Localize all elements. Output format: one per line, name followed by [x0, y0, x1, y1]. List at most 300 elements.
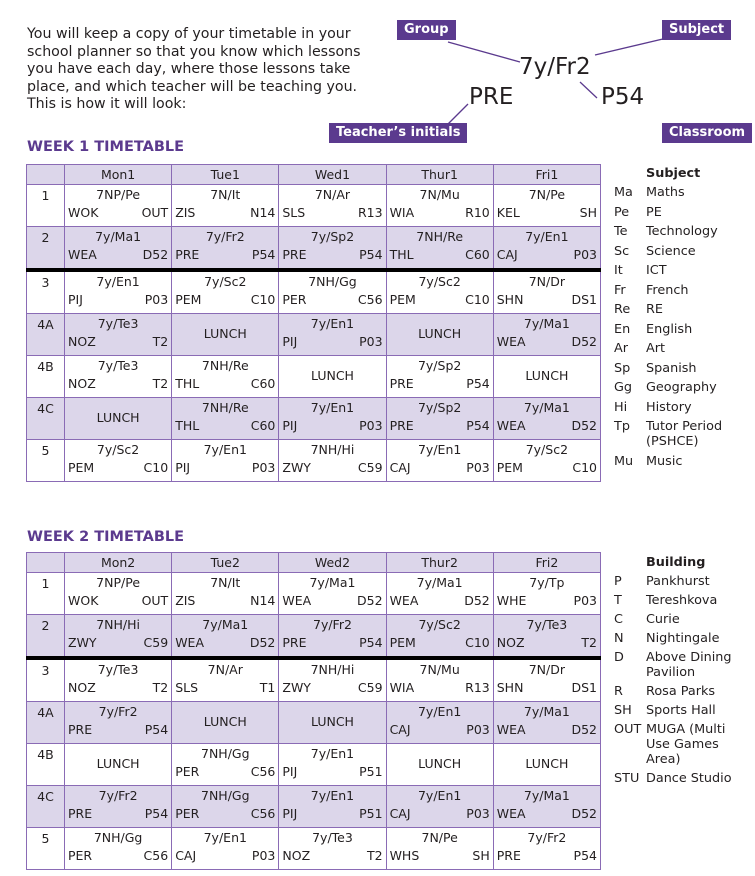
teacher-initials: ZWY: [282, 460, 311, 475]
legend-name: Rosa Parks: [646, 684, 716, 699]
class-code: 7N/Pe: [421, 830, 458, 845]
class-code: 7NH/Gg: [93, 830, 143, 845]
teacher-initials: WOK: [68, 205, 99, 220]
room-code: C60: [465, 247, 490, 262]
period-row: [27, 440, 601, 482]
teacher-initials: PRE: [68, 806, 93, 821]
period-label: 3: [27, 270, 65, 314]
building-legend: [614, 555, 752, 790]
class-code: 7N/Mu: [419, 187, 460, 202]
legend-code: R: [614, 684, 623, 699]
lesson-cell: [493, 398, 600, 440]
legend-code: Pe: [614, 204, 630, 220]
period-label: 4B: [27, 356, 65, 398]
lesson-cell: [172, 314, 279, 356]
day-header: Wed2: [279, 553, 386, 573]
class-code: 7y/En1: [203, 442, 247, 457]
room-code: T2: [152, 376, 169, 391]
lesson-cell: [279, 828, 386, 870]
room-code: P54: [573, 848, 597, 863]
legend-name: Maths: [646, 185, 685, 200]
teacher-initials: WIA: [389, 205, 415, 220]
room-code: P51: [359, 806, 383, 821]
teacher-initials: PER: [175, 806, 200, 821]
period-row: [27, 658, 601, 702]
lesson-cell: [65, 828, 172, 870]
legend-code: Ma: [614, 185, 633, 200]
teacher-initials: WEA: [496, 334, 526, 349]
class-code: 7y/Te3: [312, 830, 353, 845]
legend-row: [614, 185, 744, 200]
legend-code: C: [614, 612, 623, 627]
legend-row: [614, 400, 744, 415]
class-code: 7NH/Re: [416, 229, 464, 244]
room-code: C59: [357, 460, 383, 475]
teacher-initials: NOZ: [496, 635, 525, 650]
lesson-cell: [386, 185, 493, 227]
class-code: 7y/Ma1: [202, 617, 249, 632]
class-code: 7y/Sc2: [525, 442, 569, 457]
teacher-tag: Teacher’s initials: [329, 123, 467, 143]
teacher-initials: WHS: [389, 848, 420, 863]
header-row: [27, 553, 601, 573]
lesson-cell: [172, 440, 279, 482]
day-header: Fri2: [493, 553, 600, 573]
lesson-cell: [493, 828, 600, 870]
lesson-cell: [493, 744, 600, 786]
period-row: [27, 573, 601, 615]
class-code: 7y/Sp2: [310, 229, 355, 244]
lesson-cell: [172, 356, 279, 398]
class-code: 7y/Ma1: [309, 575, 356, 590]
class-code: 7NP/Pe: [96, 187, 141, 202]
class-code: 7NH/Hi: [310, 662, 355, 677]
legend-name: History: [646, 399, 692, 415]
class-code: 7y/En1: [417, 788, 462, 803]
teacher-initials: PRE: [282, 635, 307, 650]
room-code: R10: [465, 205, 490, 220]
lunch-label: LUNCH: [525, 368, 569, 383]
teacher-initials: PRE: [389, 376, 414, 391]
lesson-cell: [279, 185, 386, 227]
class-code: 7y/Ma1: [416, 575, 463, 590]
lesson-cell: [279, 270, 386, 314]
legend-row: [614, 224, 744, 239]
day-header: Thur2: [386, 553, 493, 573]
legend-row: [614, 322, 744, 337]
room-code: T2: [581, 635, 597, 650]
lesson-cell: [279, 573, 386, 615]
teacher-initials: PRE: [282, 247, 307, 262]
legend-name: Pankhurst: [646, 574, 710, 589]
teacher-initials: THL: [175, 418, 200, 433]
lesson-cell: [279, 786, 386, 828]
class-code: 7y/En1: [310, 746, 355, 761]
room-code: D52: [464, 593, 490, 608]
lesson-cell: [172, 398, 279, 440]
teacher-initials: NOZ: [68, 680, 96, 695]
room-code: C10: [143, 460, 169, 475]
lesson-cell: [65, 786, 172, 828]
period-label: 4A: [27, 314, 65, 356]
day-header: Thur1: [386, 165, 493, 185]
room-code: P54: [251, 247, 276, 262]
lesson-cell: [172, 828, 279, 870]
class-code: 7y/En1: [203, 830, 247, 845]
lesson-cell: [279, 398, 386, 440]
room-code: SH: [472, 848, 490, 863]
legend-row: [614, 684, 752, 699]
lesson-cell: [172, 658, 279, 702]
teacher-initials: PIJ: [282, 334, 298, 349]
teacher-initials: PEM: [389, 292, 416, 307]
legend-code: Hi: [614, 399, 628, 415]
legend-row: [614, 454, 744, 469]
room-code: P03: [573, 247, 597, 262]
legend-row: [614, 612, 752, 627]
example-room: P54: [601, 84, 645, 110]
lunch-label: LUNCH: [310, 368, 354, 383]
teacher-initials: PRE: [389, 418, 414, 433]
legend-code: STU: [614, 771, 640, 786]
lesson-cell: [279, 658, 386, 702]
room-code: T2: [152, 680, 169, 695]
teacher-initials: PER: [175, 764, 200, 779]
legend-row: [614, 419, 744, 449]
period-label: 3: [27, 658, 65, 702]
period-row: [27, 615, 601, 659]
teacher-initials: WEA: [282, 593, 312, 608]
teacher-initials: WEA: [496, 722, 526, 737]
teacher-initials: CAJ: [389, 722, 411, 737]
teacher-initials: SLS: [175, 680, 199, 695]
lesson-cell: [386, 356, 493, 398]
legend-name: ICT: [646, 263, 667, 278]
classroom-tag: Classroom: [662, 123, 752, 143]
example-teacher: PRE: [469, 84, 514, 110]
teacher-initials: PRE: [175, 247, 200, 262]
room-code: P03: [144, 292, 169, 307]
class-code: 7N/Dr: [528, 662, 566, 677]
room-code: OUT: [141, 205, 169, 220]
period-label: 2: [27, 615, 65, 659]
teacher-initials: CAJ: [389, 806, 411, 821]
lesson-cell: [493, 786, 600, 828]
room-code: P03: [251, 460, 276, 475]
legend-row: [614, 244, 744, 259]
lesson-cell: [386, 270, 493, 314]
legend-code: P: [614, 574, 622, 589]
room-code: D52: [357, 593, 383, 608]
room-code: C10: [572, 460, 597, 475]
lesson-cell: [172, 786, 279, 828]
header-row: [27, 165, 601, 185]
room-code: C60: [250, 376, 276, 391]
legend-code: Re: [614, 302, 631, 317]
room-code: T2: [366, 848, 383, 863]
room-code: T1: [259, 680, 276, 695]
teacher-initials: WEA: [496, 418, 526, 433]
lesson-cell: [65, 440, 172, 482]
legend-name: Sports Hall: [646, 703, 716, 718]
lesson-cell: [279, 440, 386, 482]
teacher-initials: ZWY: [68, 635, 97, 650]
legend-name: Science: [646, 243, 696, 259]
teacher-initials: CAJ: [389, 460, 411, 475]
room-code: C59: [143, 635, 169, 650]
period-row: [27, 314, 601, 356]
subject-legend: [614, 166, 744, 473]
lesson-cell: [172, 227, 279, 271]
room-code: C56: [250, 764, 276, 779]
corner-cell: [27, 165, 65, 185]
legend-row: [614, 631, 752, 646]
lesson-cell: [386, 398, 493, 440]
room-code: DS1: [571, 680, 597, 695]
lesson-cell: [279, 356, 386, 398]
lunch-label: LUNCH: [525, 756, 569, 771]
lesson-cell: [493, 702, 600, 744]
legend-name: RE: [646, 302, 663, 317]
period-label: 4C: [27, 398, 65, 440]
lesson-cell: [493, 440, 600, 482]
legend-row: [614, 593, 752, 608]
class-code: 7NH/Re: [201, 400, 249, 415]
legend-name: Spanish: [646, 360, 697, 376]
lunch-label: LUNCH: [96, 756, 140, 771]
lesson-cell: [172, 573, 279, 615]
period-label: 1: [27, 573, 65, 615]
lesson-cell: [172, 702, 279, 744]
teacher-initials: PEM: [175, 292, 202, 307]
legend-title: Building: [646, 555, 706, 570]
lesson-cell: [172, 185, 279, 227]
room-code: D52: [571, 806, 597, 821]
room-code: C56: [357, 292, 383, 307]
room-code: P54: [466, 376, 490, 391]
lesson-cell: [279, 744, 386, 786]
class-code: 7N/Ar: [314, 187, 351, 202]
room-code: P03: [466, 460, 490, 475]
class-code: 7y/Fr2: [313, 617, 352, 632]
class-code: 7y/Ma1: [523, 400, 570, 415]
lesson-cell: [493, 227, 600, 271]
class-code: 7y/Fr2: [98, 704, 138, 719]
class-code: 7y/Fr2: [98, 788, 138, 803]
day-header: Tue2: [172, 553, 279, 573]
lesson-cell: [65, 314, 172, 356]
room-code: P54: [359, 247, 383, 262]
day-header: Fri1: [493, 165, 600, 185]
teacher-initials: CAJ: [175, 848, 197, 863]
lesson-cell: [386, 615, 493, 659]
lesson-cell: [493, 658, 600, 702]
teacher-initials: NOZ: [68, 334, 96, 349]
class-code: 7y/Tp: [529, 575, 565, 590]
lesson-cell: [493, 314, 600, 356]
lesson-cell: [65, 615, 172, 659]
lesson-cell: [386, 573, 493, 615]
room-code: C10: [250, 292, 276, 307]
period-row: [27, 356, 601, 398]
teacher-initials: WHE: [496, 593, 527, 608]
lesson-cell: [386, 744, 493, 786]
lunch-label: LUNCH: [203, 714, 247, 729]
period-row: [27, 227, 601, 271]
class-code: 7y/En1: [417, 442, 462, 457]
room-code: P54: [144, 722, 169, 737]
legend-row: [614, 283, 744, 298]
period-label: 4A: [27, 702, 65, 744]
legend-name: Dance Studio: [646, 771, 732, 786]
legend-name: MUGA (Multi Use Games Area): [646, 722, 726, 767]
subject-tag: Subject: [662, 20, 731, 40]
class-code: 7y/En1: [310, 788, 355, 803]
teacher-initials: WIA: [389, 680, 415, 695]
class-code: 7y/Sc2: [418, 617, 461, 632]
period-row: [27, 744, 601, 786]
legend-code: Sc: [614, 243, 630, 259]
legend-name: Nightingale: [646, 631, 720, 646]
room-code: D52: [571, 418, 597, 433]
lesson-cell: [493, 573, 600, 615]
teacher-initials: THL: [389, 247, 414, 262]
room-code: P03: [466, 806, 490, 821]
legend-name: Above Dining Pavilion: [646, 650, 732, 680]
class-code: 7y/En1: [96, 274, 140, 289]
legend-row: [614, 703, 752, 718]
lesson-cell: [493, 356, 600, 398]
room-code: C10: [465, 292, 490, 307]
teacher-initials: THL: [175, 376, 200, 391]
class-code: 7y/Sp2: [417, 400, 462, 415]
class-code: 7N/Pe: [528, 187, 566, 202]
lunch-label: LUNCH: [310, 714, 354, 729]
class-code: 7N/Mu: [419, 662, 460, 677]
lunch-label: LUNCH: [418, 326, 462, 341]
period-row: [27, 786, 601, 828]
teacher-initials: PRE: [68, 722, 93, 737]
room-code: P54: [359, 635, 383, 650]
class-code: 7N/It: [210, 575, 241, 590]
legend-name: English: [646, 321, 693, 337]
room-code: P51: [359, 764, 383, 779]
legend-row: [614, 263, 744, 278]
period-row: [27, 702, 601, 744]
class-code: 7N/Ar: [207, 662, 243, 677]
lesson-cell: [65, 744, 172, 786]
group-tag: Group: [397, 20, 456, 40]
class-code: 7NH/Gg: [201, 788, 250, 803]
period-label: 1: [27, 185, 65, 227]
teacher-initials: WEA: [175, 635, 204, 650]
lesson-cell: [279, 615, 386, 659]
class-code: 7NH/Re: [201, 358, 249, 373]
class-code: 7NH/Gg: [201, 746, 250, 761]
day-header: Mon1: [65, 165, 172, 185]
room-code: N14: [250, 593, 276, 608]
lesson-cell: [386, 314, 493, 356]
lesson-cell: [172, 270, 279, 314]
class-code: 7NP/Pe: [96, 575, 141, 590]
room-code: P54: [144, 806, 169, 821]
lesson-cell: [172, 615, 279, 659]
room-code: C56: [143, 848, 169, 863]
room-code: P03: [359, 334, 383, 349]
teacher-initials: PIJ: [282, 418, 298, 433]
teacher-initials: WEA: [68, 247, 97, 262]
period-label: 2: [27, 227, 65, 271]
lesson-cell: [172, 744, 279, 786]
legend-code: Gg: [614, 380, 633, 395]
room-code: P03: [251, 848, 276, 863]
class-code: 7NH/Hi: [310, 442, 355, 457]
class-code: 7y/Ma1: [523, 704, 570, 719]
room-code: C60: [250, 418, 276, 433]
class-code: 7NH/Gg: [308, 274, 357, 289]
legend-name: Curie: [646, 612, 680, 627]
teacher-initials: WOK: [68, 593, 99, 608]
lunch-label: LUNCH: [203, 326, 247, 341]
class-code: 7y/Ma1: [95, 229, 142, 244]
legend-row: [614, 205, 744, 220]
legend-row: [614, 302, 744, 317]
period-label: 5: [27, 440, 65, 482]
teacher-initials: WEA: [496, 806, 526, 821]
teacher-initials: PER: [68, 848, 93, 863]
lesson-cell: [65, 658, 172, 702]
class-code: 7y/Sc2: [204, 274, 247, 289]
legend-name: PE: [646, 204, 662, 220]
legend-row: [614, 341, 744, 356]
teacher-initials: PIJ: [282, 764, 298, 779]
class-code: 7N/It: [210, 187, 241, 202]
lesson-cell: [65, 227, 172, 271]
room-code: C59: [357, 680, 383, 695]
room-code: R13: [465, 680, 490, 695]
class-code: 7y/Sp2: [417, 358, 462, 373]
teacher-initials: PEM: [68, 460, 95, 475]
legend-name: Art: [646, 341, 666, 356]
room-code: N14: [250, 205, 276, 220]
room-code: P54: [466, 418, 490, 433]
legend-title: Subject: [646, 166, 701, 181]
room-code: C56: [250, 806, 276, 821]
legend-row: [614, 650, 752, 680]
lesson-cell: [65, 573, 172, 615]
legend-code: SH: [614, 703, 632, 718]
week2-title: WEEK 2 TIMETABLE: [27, 529, 185, 545]
teacher-initials: SHN: [496, 680, 524, 695]
intro-text: You will keep a copy of your timetable in your school planner so that you know which lessons you have each day, where those lessons take place, and which teacher will be teaching you. This is how it will look:: [27, 26, 361, 112]
lesson-cell: [279, 314, 386, 356]
period-row: [27, 270, 601, 314]
legend-code: Ar: [614, 341, 629, 356]
legend-code: En: [614, 321, 631, 337]
room-code: D52: [142, 247, 169, 262]
class-code: 7N/Dr: [528, 274, 566, 289]
teacher-initials: PIJ: [68, 292, 83, 307]
period-label: 4C: [27, 786, 65, 828]
period-row: [27, 398, 601, 440]
room-code: OUT: [141, 593, 169, 608]
teacher-initials: KEL: [496, 205, 520, 220]
teacher-initials: PRE: [496, 848, 521, 863]
period-row: [27, 185, 601, 227]
legend-code: T: [614, 593, 622, 608]
legend-row: [614, 722, 752, 767]
class-code: 7y/Te3: [526, 617, 568, 632]
